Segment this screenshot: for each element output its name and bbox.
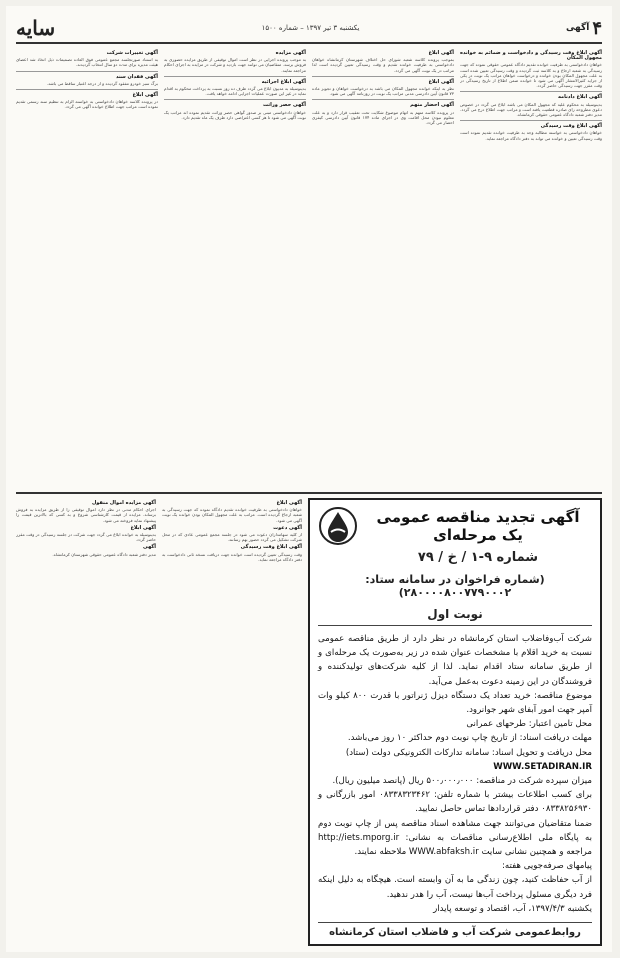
notice-text: برگ سبز خودرو مفقود گردیده و از درجه اعتبار ساقط می باشد. xyxy=(46,80,158,86)
ad-paragraph: پیامهای صرفه‌جویی هفته: xyxy=(501,861,592,872)
ad-paragraph: مهلت دریافت اسناد: از تاریخ چاپ نوبت دوم حداکثر ۱۰ روز می‌باشد. xyxy=(347,733,592,744)
ad-paragraph: میزان سپرده شرکت در مناقصه: ۵۰۰٫۰۰۰٫۰۰۰ ریال (پانصد میلیون ریال). xyxy=(332,776,592,787)
section-name: آگهی xyxy=(565,23,590,33)
tender-advertisement xyxy=(308,498,602,946)
bottom-section xyxy=(16,498,602,946)
notice-heading: آگهی ابلاغ دادنامه xyxy=(558,94,602,101)
section-divider xyxy=(16,492,602,494)
notice-text: خواهان دادخواستی مبنی بر صدور گواهی حصر وراثت تقدیم نموده اند مراتب یک نوبت آگهی می شود تا هر کسی اعتراضی دارد ظرف یک ماه تقدیم دارد. xyxy=(164,109,306,120)
notice-heading: آگهی احضار متهم xyxy=(410,102,454,109)
ad-paragraph: موضوع مناقصه: خرید تعداد یک دستگاه دیزل ژنراتور با قدرت ۸۰۰ کیلو وات آمپر جهت امور آبفای شهر جوانرود. xyxy=(318,690,592,716)
page-number: ۴ xyxy=(592,17,602,39)
notice-text: بدینوسیله به مدیون ابلاغ می گردد ظرف ده روز نسبت به پرداخت محکوم به اقدام نماید در غیر این صورت عملیات اجرایی ادامه خواهد یافت. xyxy=(164,86,306,97)
column-4 xyxy=(16,48,158,488)
divider xyxy=(164,99,306,100)
divider xyxy=(460,91,602,92)
notice-text: بموجب پرونده کلاسه شعبه شورای حل اختلاف شهرستان کرمانشاه خواهان دادخواستی به طرفیت خوانده تقدیم و وقت رسیدگی تعیین گردیده است لذا مراتب در یک نوبت آگهی می گردد. xyxy=(312,57,454,73)
bottom-column-1 xyxy=(162,498,302,946)
masthead: سایه xyxy=(16,16,56,40)
top-columns xyxy=(16,48,602,488)
notice-text: خواهان دادخواستی به طرفیت خوانده تقدیم دادگاه عمومی حقوقی نموده که جهت رسیدگی به شعبه ارجاع و به کلاسه ثبت گردیده و وقت رسیدگی تعیین شده است به علت مجهول المکان بودن خوانده و درخواست خواهان مراتب یک نوبت در یکی از جراید کثیرالانتشار آگهی می شود تا خوانده ضمن اطلاع از تاریخ رسیدگی در وقت مقرر جهت رسیدگی حاضر گردد. xyxy=(460,62,602,89)
ad-body xyxy=(318,632,592,916)
notice-text: در پرونده کلاسه خواهان دادخواستی به خواسته الزام به تنظیم سند رسمی تقدیم نموده است مراتب جهت اطلاع خوانده آگهی می گردد. xyxy=(16,99,158,110)
notice-heading: آگهی ابلاغ xyxy=(130,524,156,531)
ad-titles xyxy=(364,506,592,565)
notice-text: بدینوسیله به خوانده ابلاغ می گردد جهت شرکت در جلسه رسیدگی در وقت مقرر حاضر گردد. xyxy=(16,532,156,543)
notice-heading: آگهی حصر وراثت xyxy=(263,102,306,109)
notice-heading: آگهی xyxy=(143,544,156,551)
notice-heading: آگهی ابلاغ xyxy=(428,50,454,56)
ad-paragraph: یکشنبه ۱۳۹۷/۴/۳، آب، اقتصاد و توسعه پایدار xyxy=(433,903,592,914)
notice-heading: آگهی ابلاغ وقت رسیدگی xyxy=(240,544,302,551)
notice-heading: آگهی ابلاغ xyxy=(132,92,158,99)
notice-text: خواهان دادخواستی به طرفیت خوانده تقدیم دادگاه نموده که جهت رسیدگی به شعبه ارجاع گردیده است. مراتب به علت مجهول المکان بودن خوانده یک نوبت آگهی می شود. xyxy=(162,507,302,523)
divider xyxy=(312,99,454,100)
ad-header xyxy=(318,506,592,565)
notice-heading: آگهی ابلاغ وقت رسیدگی و دادخواست و ضمائم به خوانده مجهول المکان xyxy=(460,50,602,62)
page-header xyxy=(16,14,602,44)
notice-heading: آگهی ابلاغ اجرائیه xyxy=(261,78,306,85)
divider xyxy=(16,71,158,72)
notice-heading: آگهی ابلاغ وقت رسیدگی xyxy=(540,123,602,130)
ad-website[interactable]: WWW.SETADIRAN.IR xyxy=(493,761,592,772)
notice-text: اجرای احکام مدنی در نظر دارد اموال توقیفی را از طریق مزایده به فروش برساند. مزایده از قیمت کارشناسی شروع و به کسی که بالاترین قیمت را پیشنهاد نماید فروخته می شود. xyxy=(16,507,156,523)
notice-heading: آگهی فقدان سند xyxy=(115,73,158,80)
notice-text: به موجب پرونده اجرایی در نظر است اموال توقیفی از طریق مزایده حضوری به فروش برسد. متقاضیان می توانند جهت بازدید و شرکت در مزایده به اجرای احکام مراجعه نمایند. xyxy=(164,57,306,73)
ad-paragraph: ضمنا متقاضیان می‌توانند جهت مشاهده اسناد مناقصه پس از چاپ نوبت دوم به پایگاه ملی اطلاع‌رسانی مناقصات به نشانی: http://iets.mporg.ir مراجعه و همچنین نشانی سایت WWW.abfaksh.ir ملاحظه نمایند. xyxy=(318,818,592,858)
bottom-column-2 xyxy=(16,498,156,946)
notice-text: مدیر دفتر شعبه دادگاه عمومی حقوقی شهرستان کرمانشاه. xyxy=(52,551,156,557)
ad-signature: روابط‌عمومی شرکت آب و فاضلاب استان کرمانشاه xyxy=(318,922,592,938)
ad-paragraph: از آب حفاظت کنید، چون زندگی ما به آن وابسته است. هیچگاه به دلیل اینکه فرد دیگری مسئول پرداخت آب‌ها نیست، آب را هدر ندهید. xyxy=(318,875,592,900)
notice-heading: آگهی ابلاغ xyxy=(276,500,302,506)
notice-text: در پرونده کلاسه متهم به اتهام موضوع شکایت تحت تعقیب قرار دارد و به علت معلوم نبودن محل اقامت وی در اجرای ماده ۱۷۴ قانون آیین دادرسی کیفری احضار می گردد. xyxy=(312,109,454,126)
notice-text: از کلیه سهامداران دعوت می شود در جلسه مجمع عمومی عادی که در محل شرکت تشکیل می گردد حضور بهم رسانند. xyxy=(162,532,302,543)
column-3 xyxy=(164,48,306,488)
ad-paragraph: محل تامین اعتبار: طرحهای عمرانی xyxy=(466,719,592,730)
notice-heading: آگهی دعوت xyxy=(273,524,302,531)
notice-heading: آگهی مزایده اموال منقول xyxy=(91,500,156,506)
ad-number: شماره ۹-۱ / خ / ۷۹ xyxy=(417,550,539,565)
divider xyxy=(460,120,602,121)
notice-heading: آگهی ابلاغ xyxy=(428,78,454,85)
ad-setad-number: (شماره فراخوان در سامانه ستاد: ۲۸۰۰۰۰۸۰۰۷۷۹۰۰۰۲) xyxy=(365,573,545,599)
divider xyxy=(312,76,454,77)
notice-text: وقت رسیدگی تعیین گردیده است خوانده جهت دریافت نسخه ثانی دادخواست به دفتر دادگاه مراجعه نماید. xyxy=(162,551,302,562)
page-label xyxy=(566,18,602,39)
notice-heading: آگهی مزایده xyxy=(275,50,306,56)
ad-round: نوبت اول xyxy=(318,607,592,626)
issue-info: یکشنبه ۳ تیر ۱۳۹۷ – شماره ۱۵۰۰ xyxy=(261,24,360,32)
notice-text: خواهان دادخواستی به خواسته مطالبه وجه به طرفیت خوانده تقدیم نموده است وقت رسیدگی تعیین و خوانده می تواند به دفتر دادگاه مراجعه نماید. xyxy=(460,130,602,141)
ad-paragraph: شرکت آب‌وفاضلاب استان کرمانشاه در نظر دارد از طریق مناقصه عمومی نسبت به خرید اقلام با مشخصات عنوان شده در زیر به‌صورت یک مرحله‌ای و از طریق سامانه ستاد اقدام نماید. لذا از کلیه شرکت‌های تولیدکننده و فروشندگان در این زمینه دعوت به‌عمل می‌آید. xyxy=(318,634,592,687)
ad-paragraph: محل دریافت و تحویل اسناد: سامانه تدارکات الکترونیکی دولت (ستاد) xyxy=(345,747,592,758)
notice-text: به استناد صورتجلسه مجمع عمومی فوق العاده تصمیمات ذیل اتخاذ شد اعضای هیئت مدیره برای مدت دو سال انتخاب گردیدند. xyxy=(16,57,158,68)
ad-title: آگهی تجدید مناقصه عمومی یک مرحله‌ای xyxy=(376,508,580,544)
ad-paragraph: برای کسب اطلاعات بیشتر با شماره تلفن: ۰۸۳۳۸۳۲۳۴۶۲ امور بازرگانی و ۰۸۳۳۸۲۵۶۹۳۰ دفتر قراردادها تماس حاصل نمایید. xyxy=(318,790,592,815)
column-1 xyxy=(460,48,602,488)
water-company-logo-icon xyxy=(318,506,358,546)
notice-text: نظر به اینکه خوانده مجهول المکان می باشد به درخواست خواهان و تجویز ماده ۷۳ قانون آیین دادرسی مدنی مراتب یک نوبت در روزنامه آگهی می شود. xyxy=(312,86,454,97)
newspaper-page xyxy=(6,6,612,952)
column-2 xyxy=(312,48,454,488)
divider xyxy=(16,89,158,90)
notice-text: بدینوسیله به محکوم علیه که مجهول المکان می باشد ابلاغ می گردد در خصوص دعوی مطروحه رای صادره قطعیت یافته است و مراتب جهت اطلاع درج می گردد. مدیر دفتر شعبه دادگاه عمومی حقوقی کرمانشاه. xyxy=(460,101,602,118)
divider xyxy=(164,76,306,77)
notice-heading: آگهی تغییرات شرکت xyxy=(106,50,158,56)
